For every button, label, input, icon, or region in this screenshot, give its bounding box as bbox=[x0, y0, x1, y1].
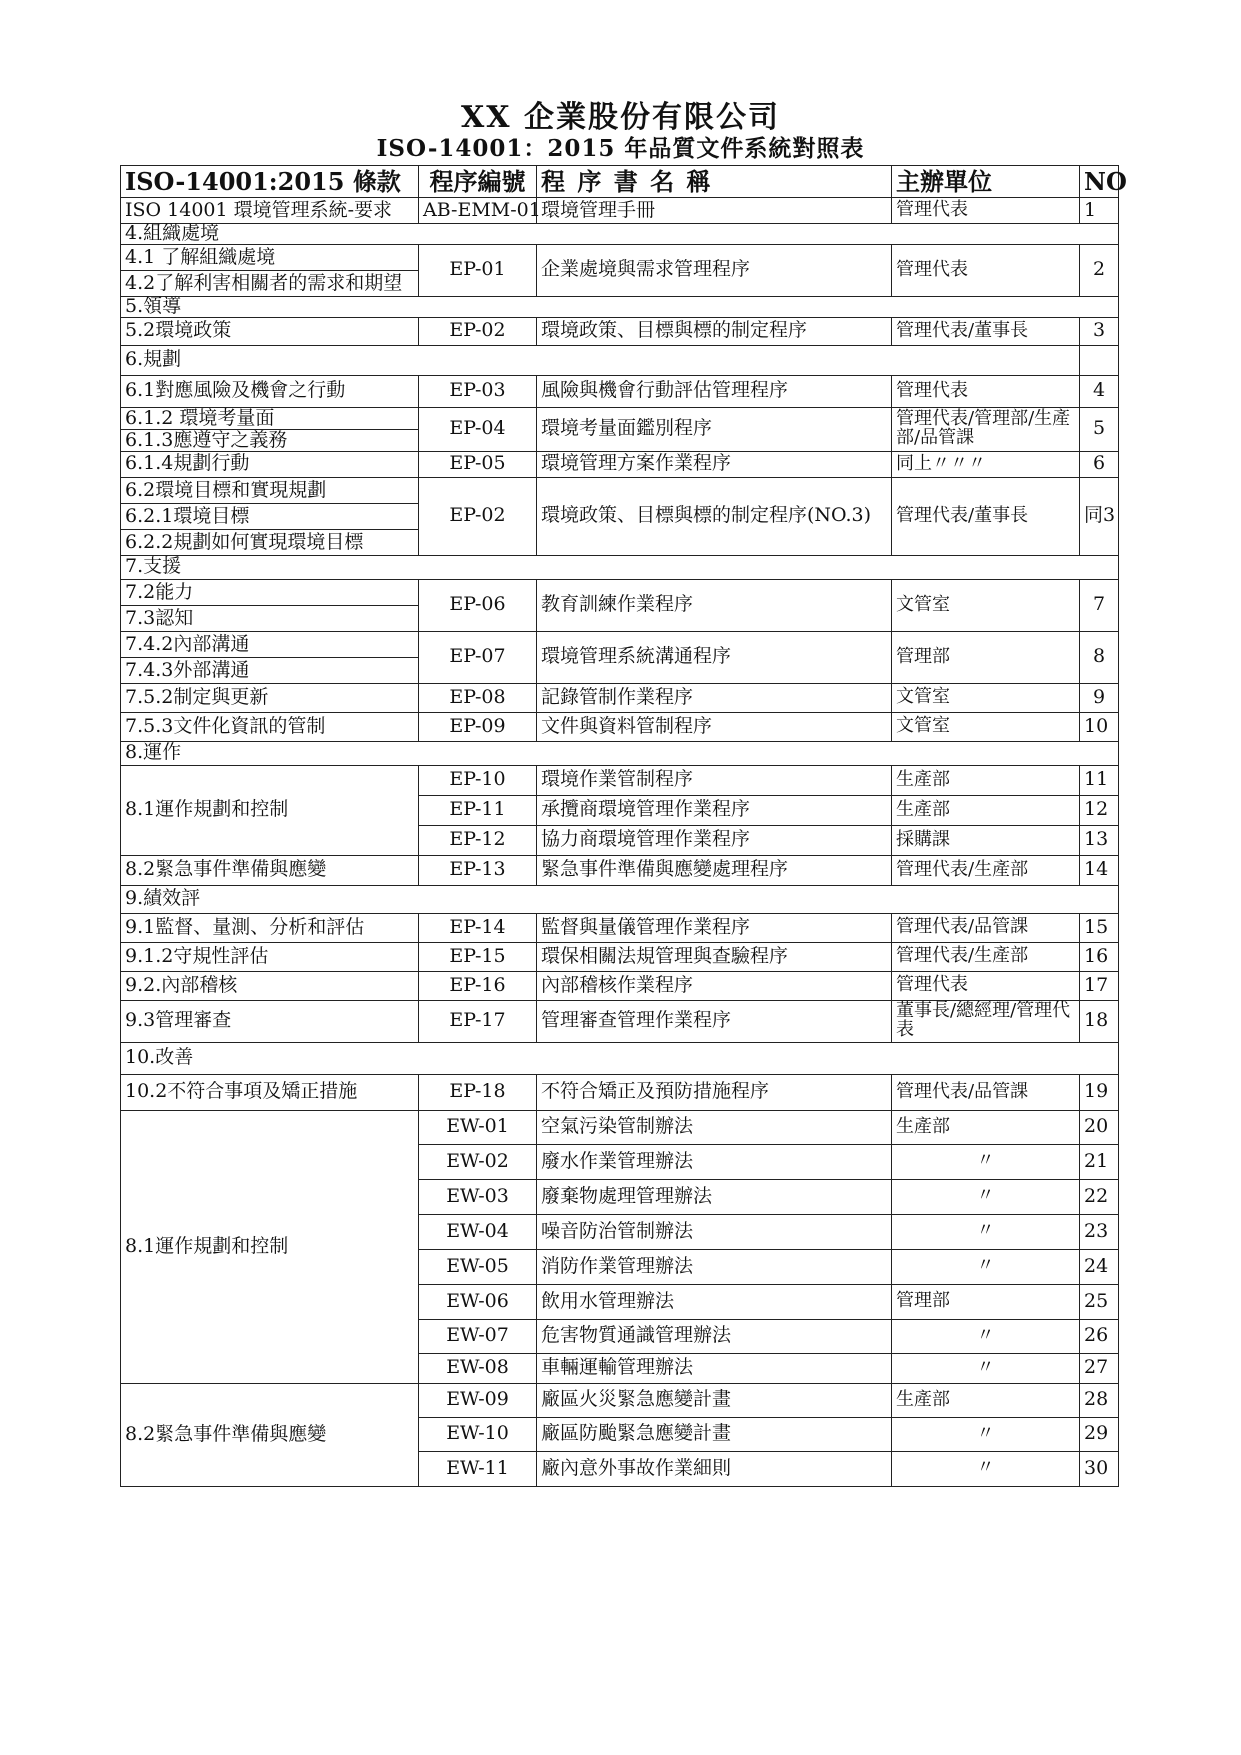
no-cell: 10 bbox=[1080, 712, 1119, 741]
name-cell: 環境管理方案作業程序 bbox=[537, 451, 892, 477]
dept-cell: 文管室 bbox=[892, 712, 1080, 741]
dept-cell: 管理部 bbox=[892, 631, 1080, 683]
code-cell: EP-18 bbox=[419, 1074, 537, 1110]
code-cell: EW-08 bbox=[419, 1353, 537, 1383]
section-label: 8.運作 bbox=[121, 741, 1119, 765]
no-cell: 26 bbox=[1080, 1319, 1119, 1353]
dept-cell: 管理代表/董事長 bbox=[892, 477, 1080, 555]
clause-cell bbox=[121, 579, 419, 631]
clause-cell: 9.3管理審查 bbox=[121, 1000, 419, 1042]
no-cell: 9 bbox=[1080, 683, 1119, 712]
clause-cell: 10.2不符合事項及矯正措施 bbox=[121, 1074, 419, 1110]
section-row bbox=[121, 345, 1119, 375]
name-cell: 緊急事件準備與應變處理程序 bbox=[537, 855, 892, 885]
table-row bbox=[121, 1074, 1119, 1110]
no-cell: 16 bbox=[1080, 942, 1119, 971]
document-table bbox=[120, 165, 1127, 1487]
no-cell: 30 bbox=[1080, 1451, 1119, 1486]
table-row bbox=[121, 683, 1119, 712]
dept-cell: 文管室 bbox=[892, 683, 1080, 712]
name-cell: 內部稽核作業程序 bbox=[537, 971, 892, 1000]
code-cell: EP-06 bbox=[419, 579, 537, 631]
dept-cell: 管理代表/生產部 bbox=[892, 942, 1080, 971]
name-cell: 教育訓練作業程序 bbox=[537, 579, 892, 631]
code-cell: EP-15 bbox=[419, 942, 537, 971]
clause-cell: 8.2緊急事件準備與應變 bbox=[121, 855, 419, 885]
no-cell: 13 bbox=[1080, 825, 1119, 855]
name-cell: 廢水作業管理辦法 bbox=[537, 1144, 892, 1179]
no-cell: 同3 bbox=[1080, 477, 1119, 555]
table-row bbox=[121, 971, 1119, 1000]
clause-cell: 9.1監督、量測、分析和評估 bbox=[121, 913, 419, 942]
code-cell: EP-17 bbox=[419, 1000, 537, 1042]
header-dept: 主辦單位 bbox=[892, 166, 1080, 198]
table-row bbox=[121, 855, 1119, 885]
no-cell: 15 bbox=[1080, 913, 1119, 942]
name-cell: 車輛運輸管理辦法 bbox=[537, 1353, 892, 1383]
section-row bbox=[121, 741, 1119, 765]
name-cell: 風險與機會行動評估管理程序 bbox=[537, 375, 892, 407]
no-cell: 8 bbox=[1080, 631, 1119, 683]
company-title: XX 企業股份有限公司 bbox=[461, 100, 780, 135]
table-row bbox=[121, 1110, 1119, 1144]
dept-cell: 〃 bbox=[892, 1319, 1080, 1353]
table-row bbox=[121, 317, 1119, 345]
dept-cell: 管理代表 bbox=[892, 198, 1080, 224]
section-label: 9.績效評 bbox=[121, 885, 1119, 913]
clause-cell: 7.5.2制定與更新 bbox=[121, 683, 419, 712]
code-cell: EW-03 bbox=[419, 1179, 537, 1214]
table-row bbox=[121, 375, 1119, 407]
dept-cell: 〃 bbox=[892, 1214, 1080, 1249]
name-cell: 消防作業管理辦法 bbox=[537, 1249, 892, 1284]
section-label: 10.改善 bbox=[121, 1042, 1119, 1074]
code-cell: EP-04 bbox=[419, 407, 537, 451]
clause-line: 6.2環境目標和實現規劃 bbox=[125, 478, 327, 501]
no-cell: 29 bbox=[1080, 1417, 1119, 1451]
code-cell: EW-09 bbox=[419, 1383, 537, 1417]
dept-cell: 管理代表/管理部/生產部/品管課 bbox=[892, 407, 1080, 451]
no-cell: 6 bbox=[1080, 451, 1119, 477]
name-cell: 不符合矯正及預防措施程序 bbox=[537, 1074, 892, 1110]
code-cell: EP-07 bbox=[419, 631, 537, 683]
name-cell: 文件與資料管制程序 bbox=[537, 712, 892, 741]
dept-cell: 管理代表/品管課 bbox=[892, 913, 1080, 942]
dept-cell: 管理代表/品管課 bbox=[892, 1074, 1080, 1110]
name-cell: 承攬商環境管理作業程序 bbox=[537, 795, 892, 825]
code-cell: EP-02 bbox=[419, 477, 537, 555]
name-cell: 廠內意外事故作業細則 bbox=[537, 1451, 892, 1486]
name-cell: 環境政策、目標與標的制定程序 bbox=[537, 317, 892, 345]
code-cell: EW-07 bbox=[419, 1319, 537, 1353]
table-row bbox=[121, 1383, 1119, 1417]
clause-line: 7.4.2內部溝通 bbox=[125, 632, 250, 655]
name-cell: 企業處境與需求管理程序 bbox=[537, 244, 892, 296]
header-no: NO bbox=[1080, 166, 1119, 198]
dept-cell: 〃 bbox=[892, 1179, 1080, 1214]
dept-cell: 生產部 bbox=[892, 765, 1080, 795]
table-row bbox=[121, 712, 1119, 741]
dept-cell: 管理代表 bbox=[892, 244, 1080, 296]
table-row bbox=[121, 198, 1119, 224]
no-cell: 23 bbox=[1080, 1214, 1119, 1249]
code-cell: EP-16 bbox=[419, 971, 537, 1000]
dept-cell: 董事長/總經理/管理代表 bbox=[892, 1000, 1080, 1042]
table-row bbox=[121, 477, 1119, 555]
no-cell: 21 bbox=[1080, 1144, 1119, 1179]
name-cell: 廠區火災緊急應變計畫 bbox=[537, 1383, 892, 1417]
section-label: 5.領導 bbox=[121, 296, 1119, 317]
clause-line: 7.4.3外部溝通 bbox=[121, 657, 418, 683]
clause-line: 6.2.2規劃如何實現環境目標 bbox=[121, 529, 418, 555]
empty-cell bbox=[1080, 345, 1119, 375]
dept-cell: 〃 bbox=[892, 1451, 1080, 1486]
table-row bbox=[121, 244, 1119, 296]
clause-cell: 6.1對應風險及機會之行動 bbox=[121, 375, 419, 407]
dept-cell: 管理代表 bbox=[892, 375, 1080, 407]
code-cell: EP-03 bbox=[419, 375, 537, 407]
code-cell: EW-06 bbox=[419, 1284, 537, 1319]
clause-cell bbox=[121, 244, 419, 296]
no-cell: 17 bbox=[1080, 971, 1119, 1000]
section-row bbox=[121, 1042, 1119, 1074]
clause-cell: 8.1運作規劃和控制 bbox=[121, 765, 419, 855]
clause-cell: 9.2.內部稽核 bbox=[121, 971, 419, 1000]
section-row bbox=[121, 224, 1119, 245]
section-row bbox=[121, 885, 1119, 913]
dept-cell: 生產部 bbox=[892, 1110, 1080, 1144]
header-clause: ISO-14001:2015 條款 bbox=[121, 166, 419, 198]
table-row bbox=[121, 942, 1119, 971]
code-cell: EP-01 bbox=[419, 244, 537, 296]
section-label: 4.組織處境 bbox=[121, 224, 1119, 245]
no-cell: 27 bbox=[1080, 1353, 1119, 1383]
code-cell: EP-10 bbox=[419, 765, 537, 795]
code-cell: EP-11 bbox=[419, 795, 537, 825]
code-cell: EW-11 bbox=[419, 1451, 537, 1486]
code-cell: EW-01 bbox=[419, 1110, 537, 1144]
code-cell: EW-10 bbox=[419, 1417, 537, 1451]
clause-line: 6.2.1環境目標 bbox=[121, 503, 418, 529]
no-cell: 12 bbox=[1080, 795, 1119, 825]
dept-cell: 〃 bbox=[892, 1353, 1080, 1383]
dept-cell: 〃 bbox=[892, 1144, 1080, 1179]
name-cell: 廢棄物處理管理辦法 bbox=[537, 1179, 892, 1214]
clause-cell: 7.5.3文件化資訊的管制 bbox=[121, 712, 419, 741]
table-row bbox=[121, 765, 1119, 795]
clause-cell: ISO 14001 環境管理系統-要求 bbox=[121, 198, 419, 224]
dept-cell: 文管室 bbox=[892, 579, 1080, 631]
code-cell: EW-02 bbox=[419, 1144, 537, 1179]
clause-line: 4.2了解利害相關者的需求和期望 bbox=[121, 270, 418, 296]
name-cell: 協力商環境管理作業程序 bbox=[537, 825, 892, 855]
code-cell: EP-02 bbox=[419, 317, 537, 345]
code-cell: EW-04 bbox=[419, 1214, 537, 1249]
name-cell: 廠區防颱緊急應變計畫 bbox=[537, 1417, 892, 1451]
table-row bbox=[121, 913, 1119, 942]
dept-cell: 生產部 bbox=[892, 795, 1080, 825]
no-cell: 20 bbox=[1080, 1110, 1119, 1144]
no-cell: 24 bbox=[1080, 1249, 1119, 1284]
document-subtitle: ISO-14001：2015 年品質文件系統對照表 bbox=[376, 135, 865, 162]
code-cell: EP-13 bbox=[419, 855, 537, 885]
code-cell: AB-EMM-01 bbox=[419, 198, 537, 224]
name-cell: 記錄管制作業程序 bbox=[537, 683, 892, 712]
name-cell: 環境管理手冊 bbox=[537, 198, 892, 224]
code-cell: EP-08 bbox=[419, 683, 537, 712]
no-cell: 28 bbox=[1080, 1383, 1119, 1417]
table-row bbox=[121, 407, 1119, 451]
name-cell: 管理審查管理作業程序 bbox=[537, 1000, 892, 1042]
header-name: 程 序 書 名 稱 bbox=[537, 166, 892, 198]
name-cell: 噪音防治管制辦法 bbox=[537, 1214, 892, 1249]
table-row bbox=[121, 579, 1119, 631]
name-cell: 空氣污染管制辦法 bbox=[537, 1110, 892, 1144]
clause-cell: 6.1.4規劃行動 bbox=[121, 451, 419, 477]
dept-cell: 管理部 bbox=[892, 1284, 1080, 1319]
name-cell: 飲用水管理辦法 bbox=[537, 1284, 892, 1319]
clause-line: 7.3認知 bbox=[121, 605, 418, 631]
no-cell: 5 bbox=[1080, 407, 1119, 451]
no-cell: 7 bbox=[1080, 579, 1119, 631]
name-cell: 危害物質通識管理辦法 bbox=[537, 1319, 892, 1353]
no-cell: 4 bbox=[1080, 375, 1119, 407]
name-cell: 環保相關法規管理與查驗程序 bbox=[537, 942, 892, 971]
header-code: 程序編號 bbox=[419, 166, 537, 198]
clause-cell bbox=[121, 407, 419, 451]
no-cell: 3 bbox=[1080, 317, 1119, 345]
no-cell: 22 bbox=[1080, 1179, 1119, 1214]
clause-cell: 5.2環境政策 bbox=[121, 317, 419, 345]
code-cell: EP-09 bbox=[419, 712, 537, 741]
dept-cell: 管理代表/董事長 bbox=[892, 317, 1080, 345]
clause-line: 7.2能力 bbox=[125, 580, 194, 603]
name-cell: 監督與量儀管理作業程序 bbox=[537, 913, 892, 942]
name-cell: 環境考量面鑑別程序 bbox=[537, 407, 892, 451]
header-row bbox=[121, 166, 1119, 198]
dept-cell: 〃 bbox=[892, 1249, 1080, 1284]
dept-cell: 生產部 bbox=[892, 1383, 1080, 1417]
no-cell: 25 bbox=[1080, 1284, 1119, 1319]
dept-cell: 同上〃〃〃 bbox=[892, 451, 1080, 477]
no-cell: 1 bbox=[1080, 198, 1119, 224]
section-label: 6.規劃 bbox=[121, 345, 1080, 375]
clause-line: 6.1.3應遵守之義務 bbox=[121, 429, 418, 451]
no-cell: 19 bbox=[1080, 1074, 1119, 1110]
code-cell: EP-12 bbox=[419, 825, 537, 855]
no-cell: 14 bbox=[1080, 855, 1119, 885]
name-cell: 環境管理系統溝通程序 bbox=[537, 631, 892, 683]
no-cell: 18 bbox=[1080, 1000, 1119, 1042]
table-row bbox=[121, 451, 1119, 477]
code-cell: EP-05 bbox=[419, 451, 537, 477]
name-cell: 環境政策、目標與標的制定程序(NO.3) bbox=[537, 477, 892, 555]
name-cell: 環境作業管制程序 bbox=[537, 765, 892, 795]
no-cell: 11 bbox=[1080, 765, 1119, 795]
table-row bbox=[121, 1000, 1119, 1042]
dept-cell: 管理代表/生產部 bbox=[892, 855, 1080, 885]
section-row bbox=[121, 296, 1119, 317]
section-row bbox=[121, 555, 1119, 579]
clause-cell: 8.2緊急事件準備與應變 bbox=[121, 1383, 419, 1486]
code-cell: EP-14 bbox=[419, 913, 537, 942]
code-cell: EW-05 bbox=[419, 1249, 537, 1284]
dept-cell: 〃 bbox=[892, 1417, 1080, 1451]
dept-cell: 管理代表 bbox=[892, 971, 1080, 1000]
clause-line: 6.1.2 環境考量面 bbox=[125, 406, 275, 429]
clause-cell: 8.1運作規劃和控制 bbox=[121, 1110, 419, 1383]
dept-cell: 採購課 bbox=[892, 825, 1080, 855]
clause-cell bbox=[121, 631, 419, 683]
clause-cell: 9.1.2守規性評估 bbox=[121, 942, 419, 971]
clause-line: 4.1 了解組織處境 bbox=[125, 245, 276, 268]
table-row bbox=[121, 631, 1119, 683]
clause-cell bbox=[121, 477, 419, 555]
section-label: 7.支援 bbox=[121, 555, 1119, 579]
no-cell: 2 bbox=[1080, 244, 1119, 296]
